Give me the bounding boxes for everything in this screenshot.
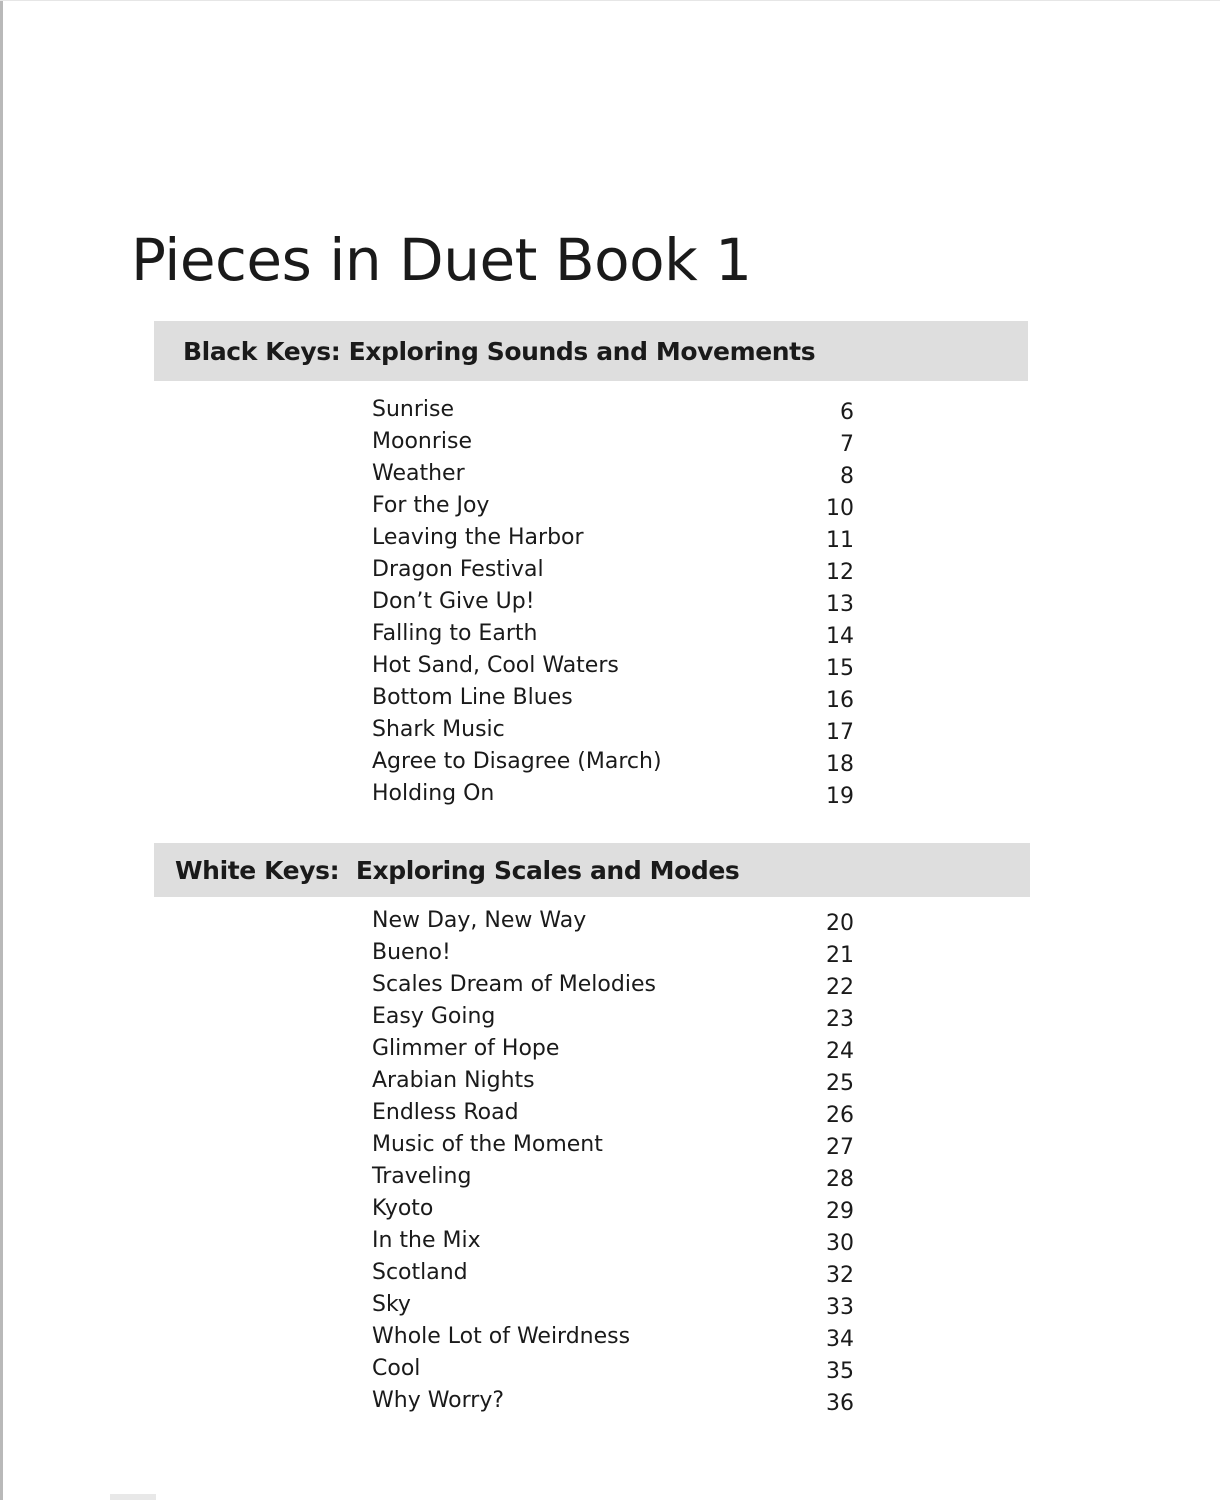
toc-entry-title: Glimmer of Hope bbox=[372, 1036, 560, 1061]
toc-entry-title: Agree to Disagree (March) bbox=[372, 749, 662, 774]
page-edge-left bbox=[0, 0, 3, 1500]
toc-entry[interactable] bbox=[372, 937, 854, 969]
toc-entry[interactable] bbox=[372, 586, 854, 618]
toc-entry-page: 13 bbox=[826, 592, 854, 617]
toc-entry-page: 10 bbox=[826, 496, 854, 521]
toc-entry[interactable] bbox=[372, 522, 854, 554]
toc-entry-page: 33 bbox=[826, 1295, 854, 1320]
toc-entry[interactable] bbox=[372, 1289, 854, 1321]
toc-entry-title: Easy Going bbox=[372, 1004, 496, 1029]
toc-entry-page: 29 bbox=[826, 1199, 854, 1224]
toc-entry[interactable] bbox=[372, 426, 854, 458]
toc-entry-page: 28 bbox=[826, 1167, 854, 1192]
toc-entry-title: Sunrise bbox=[372, 397, 455, 422]
toc-entry[interactable] bbox=[372, 650, 854, 682]
toc-entry-page: 8 bbox=[840, 464, 854, 489]
toc-entry[interactable] bbox=[372, 1001, 854, 1033]
toc-entry-title: Moonrise bbox=[372, 429, 472, 454]
toc-list-white-keys bbox=[372, 905, 854, 1417]
toc-entry-page: 23 bbox=[826, 1007, 854, 1032]
toc-entry-page: 15 bbox=[826, 656, 854, 681]
toc-entry[interactable] bbox=[372, 778, 854, 810]
toc-entry-page: 30 bbox=[826, 1231, 854, 1256]
toc-entry-title: Whole Lot of Weirdness bbox=[372, 1324, 631, 1349]
toc-entry-title: Why Worry? bbox=[372, 1388, 505, 1413]
toc-entry[interactable] bbox=[372, 714, 854, 746]
toc-entry-page: 19 bbox=[826, 784, 854, 809]
toc-entry[interactable] bbox=[372, 1321, 854, 1353]
toc-entry-page: 18 bbox=[826, 752, 854, 777]
toc-entry-title: Holding On bbox=[372, 781, 495, 806]
toc-entry-title: Weather bbox=[372, 461, 465, 486]
toc-entry-title: Sky bbox=[372, 1292, 411, 1317]
toc-entry-page: 32 bbox=[826, 1263, 854, 1288]
toc-entry-title: Scotland bbox=[372, 1260, 468, 1285]
toc-entry-page: 22 bbox=[826, 975, 854, 1000]
section-header-white-keys bbox=[154, 843, 1030, 897]
toc-entry-page: 21 bbox=[826, 943, 854, 968]
toc-entry-page: 35 bbox=[826, 1359, 854, 1384]
toc-entry-title: Shark Music bbox=[372, 717, 505, 742]
toc-entry[interactable] bbox=[372, 490, 854, 522]
toc-entry[interactable] bbox=[372, 1385, 854, 1417]
toc-entry[interactable] bbox=[372, 1065, 854, 1097]
toc-entry-page: 14 bbox=[826, 624, 854, 649]
toc-entry-title: Traveling bbox=[372, 1164, 472, 1189]
toc-entry[interactable] bbox=[372, 969, 854, 1001]
toc-entry-page: 34 bbox=[826, 1327, 854, 1352]
toc-entry-title: Hot Sand, Cool Waters bbox=[372, 653, 619, 678]
toc-entry-title: Kyoto bbox=[372, 1196, 434, 1221]
toc-entry-title: Cool bbox=[372, 1356, 421, 1381]
toc-entry-page: 7 bbox=[840, 432, 854, 457]
toc-entry[interactable] bbox=[372, 1193, 854, 1225]
toc-entry-title: Falling to Earth bbox=[372, 621, 538, 646]
toc-entry[interactable] bbox=[372, 905, 854, 937]
toc-list-black-keys bbox=[372, 394, 854, 810]
toc-entry[interactable] bbox=[372, 1257, 854, 1289]
toc-entry-page: 26 bbox=[826, 1103, 854, 1128]
toc-entry-title: Arabian Nights bbox=[372, 1068, 535, 1093]
toc-entry[interactable] bbox=[372, 1097, 854, 1129]
toc-entry-page: 36 bbox=[826, 1391, 854, 1416]
toc-entry-page: 6 bbox=[840, 400, 854, 425]
toc-entry[interactable] bbox=[372, 554, 854, 586]
toc-entry[interactable] bbox=[372, 682, 854, 714]
toc-entry-page: 24 bbox=[826, 1039, 854, 1064]
toc-entry-page: 16 bbox=[826, 688, 854, 713]
toc-entry-title: Leaving the Harbor bbox=[372, 525, 584, 550]
toc-entry-title: Don’t Give Up! bbox=[372, 589, 535, 614]
toc-entry-title: Bottom Line Blues bbox=[372, 685, 573, 710]
toc-entry-page: 27 bbox=[826, 1135, 854, 1160]
toc-entry-page: 12 bbox=[826, 560, 854, 585]
toc-entry[interactable] bbox=[372, 1129, 854, 1161]
toc-entry-page: 17 bbox=[826, 720, 854, 745]
toc-entry-title: Bueno! bbox=[372, 940, 451, 965]
toc-entry-title: New Day, New Way bbox=[372, 908, 587, 933]
toc-entry[interactable] bbox=[372, 458, 854, 490]
page-corner-mark bbox=[110, 1494, 156, 1500]
toc-entry-title: Scales Dream of Melodies bbox=[372, 972, 656, 997]
toc-entry-title: In the Mix bbox=[372, 1228, 481, 1253]
toc-entry[interactable] bbox=[372, 394, 854, 426]
section-heading: Black Keys: Exploring Sounds and Movements bbox=[183, 336, 816, 366]
toc-entry-page: 11 bbox=[826, 528, 854, 553]
section-header-black-keys bbox=[154, 321, 1028, 381]
toc-entry[interactable] bbox=[372, 1225, 854, 1257]
toc-entry[interactable] bbox=[372, 618, 854, 650]
toc-entry-title: For the Joy bbox=[372, 493, 490, 518]
toc-entry[interactable] bbox=[372, 1033, 854, 1065]
section-heading: White Keys: Exploring Scales and Modes bbox=[175, 855, 740, 885]
toc-entry[interactable] bbox=[372, 746, 854, 778]
page-edge-top bbox=[0, 0, 1220, 1]
toc-entry-title: Dragon Festival bbox=[372, 557, 544, 582]
toc-entry[interactable] bbox=[372, 1161, 854, 1193]
toc-entry-title: Music of the Moment bbox=[372, 1132, 603, 1157]
toc-entry-page: 25 bbox=[826, 1071, 854, 1096]
toc-entry[interactable] bbox=[372, 1353, 854, 1385]
toc-entry-title: Endless Road bbox=[372, 1100, 519, 1125]
toc-entry-page: 20 bbox=[826, 911, 854, 936]
page-title: Pieces in Duet Book 1 bbox=[131, 226, 752, 294]
